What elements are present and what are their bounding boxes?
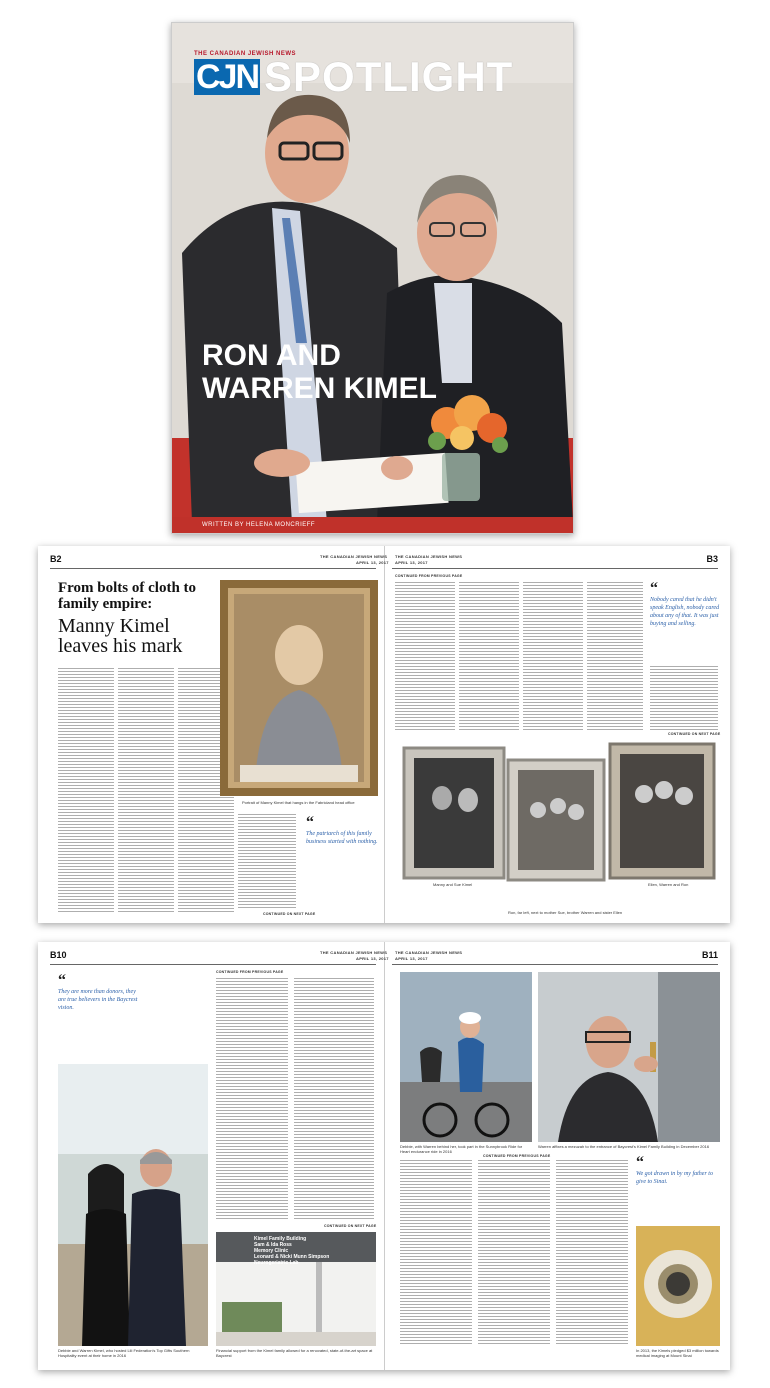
photo-mezuzah [538, 972, 720, 1142]
caption-mezuzah: Warren affixes a mezuzah to the entrance of Baycrest's Kimel Family Building in December 2016 [538, 1144, 710, 1149]
spread1-continued-next: CONTINUED ON NEXT PAGE [263, 912, 316, 916]
quote-mark-right: “ [650, 580, 658, 597]
body-text-b10-col1 [216, 978, 288, 1220]
body-text-b11-col2 [478, 1160, 550, 1346]
body-text-col9 [650, 666, 718, 730]
portrait-caption: Portrait of Manny Kimel that hangs in the Fabricland head office [242, 800, 355, 805]
portrait-manny-kimel [220, 580, 378, 796]
sign-line1: Kimel Family Building [254, 1236, 307, 1242]
photo-caption-manny-sue: Manny and Sue Kimel [433, 882, 473, 887]
body-text-b11-col3 [556, 1160, 628, 1346]
cover-headline-line1: RON AND [202, 339, 341, 372]
pull-quote-b10: They are more than donors, they are true believers in the Baycrest vision. [58, 989, 138, 1011]
body-text-col6 [459, 582, 519, 732]
spread1-left-masthead: THE CANADIAN JEWISH NEWS [320, 554, 388, 559]
photo-cyclists [400, 972, 532, 1142]
spread1-continued-from: CONTINUED FROM PREVIOUS PAGE [395, 574, 463, 578]
pull-quote-left: The patriarch of this family business started with nothing. [306, 831, 378, 845]
body-text-col8 [587, 582, 643, 732]
quote-mark-b11: “ [636, 1154, 644, 1171]
page-number-b11: B11 [701, 950, 718, 960]
photo-mri [636, 1226, 720, 1346]
spread2-gutter [384, 942, 385, 1370]
caption-mri: In 2013, the Kimels pledged $3 million towards medical imaging at Mount Sinai [636, 1348, 719, 1358]
caption-cyclists: Debbie, with Warren behind her, took part in the Sunnybrook Ride for Heart endurance ride in 2016 [400, 1144, 523, 1154]
cover-page [171, 22, 574, 534]
spread2-left-masthead: THE CANADIAN JEWISH NEWS [320, 950, 388, 955]
spread2-left-date: APRIL 13, 2017 [356, 956, 389, 961]
body-text-b11-col1 [400, 1160, 472, 1346]
sign-line4: Leonard & Nicki Munn Simpson [254, 1254, 330, 1260]
spread2-continued-from: CONTINUED FROM PREVIOUS PAGE [216, 970, 284, 974]
spread-b2-b3 [38, 546, 730, 923]
spread1-left-rule [50, 568, 376, 569]
article-headline-line2: family empire: [58, 596, 153, 612]
spread1-right-rule [392, 568, 718, 569]
body-text-b10-col2 [294, 978, 374, 1220]
spread2-continued-from-b11: CONTINUED FROM PREVIOUS PAGE [483, 1154, 551, 1158]
cover-headline-line2: WARREN KIMEL [202, 372, 437, 405]
sign-line5: Neurogeriatric Lab [254, 1260, 299, 1266]
spread2-left-rule [50, 964, 376, 965]
caption-building: Financial support from the Kimel family allowed for a renovated, state-of-the-art space at Baycrest [216, 1348, 373, 1358]
page-number-b3: B3 [706, 554, 718, 564]
cover-headline [202, 339, 437, 405]
page-number-b10: B10 [50, 950, 67, 960]
page-number-b2: B2 [50, 554, 62, 564]
quote-mark-left: “ [306, 814, 314, 831]
body-text-col5 [395, 582, 455, 732]
spread1-continued-next-right: CONTINUED ON NEXT PAGE [668, 732, 721, 736]
cover-byline: WRITTEN BY HELENA MONCRIEFF [172, 517, 573, 533]
quote-mark-b10: “ [58, 972, 66, 989]
cover-tagline: THE CANADIAN JEWISH NEWS [194, 51, 297, 57]
spread1-left-date: APRIL 13, 2017 [356, 560, 389, 565]
spread-b10-b11 [38, 942, 730, 1370]
photo-caption-siblings: Ellen, Warren and Ron [648, 882, 689, 887]
pull-quote-right: Nobody cared that he didn't speak English, nobody cared about any of that. It was just buying and selling. [650, 597, 720, 627]
pull-quote-b11: We got drawn in by my father to give to Sinai. [636, 1171, 713, 1185]
spread1-gutter [384, 546, 385, 923]
spread2-right-masthead: THE CANADIAN JEWISH NEWS [395, 950, 463, 955]
body-text-col2 [118, 668, 174, 913]
sign-line3: Memory Clinic [254, 1248, 289, 1254]
cover-section-title: SPOTLIGHT [264, 53, 514, 100]
building-sign [254, 1236, 329, 1266]
article-headline-line4: leaves his mark [58, 635, 183, 657]
spread1-right-masthead: THE CANADIAN JEWISH NEWS [395, 554, 463, 559]
spread2-right-rule [392, 964, 718, 965]
cover-photo [172, 83, 573, 523]
caption-couple: Debbie and Warren Kimel, who hosted Lili Federation's Top Gifts Southern Hospitality event at their home in 2016 [58, 1348, 190, 1358]
spread2-continued-next: CONTINUED ON NEXT PAGE [324, 1224, 377, 1228]
article-headline-line1: From bolts of cloth to [58, 580, 197, 596]
spread2-right-date: APRIL 13, 2017 [395, 956, 428, 961]
cjn-logo: CJN [195, 58, 259, 96]
body-text-col1 [58, 668, 114, 913]
photo-caption-family: Ron, far left, next to mother Sue, brother Warren and sister Ellen [508, 910, 623, 915]
body-text-col4 [238, 814, 296, 909]
photo-debbie-warren [58, 1064, 208, 1346]
article-headline-line3: Manny Kimel [58, 615, 170, 637]
spread1-right-date: APRIL 13, 2017 [395, 560, 428, 565]
body-text-col7 [523, 582, 583, 732]
sign-line2: Sam & Ida Ross [254, 1242, 292, 1248]
